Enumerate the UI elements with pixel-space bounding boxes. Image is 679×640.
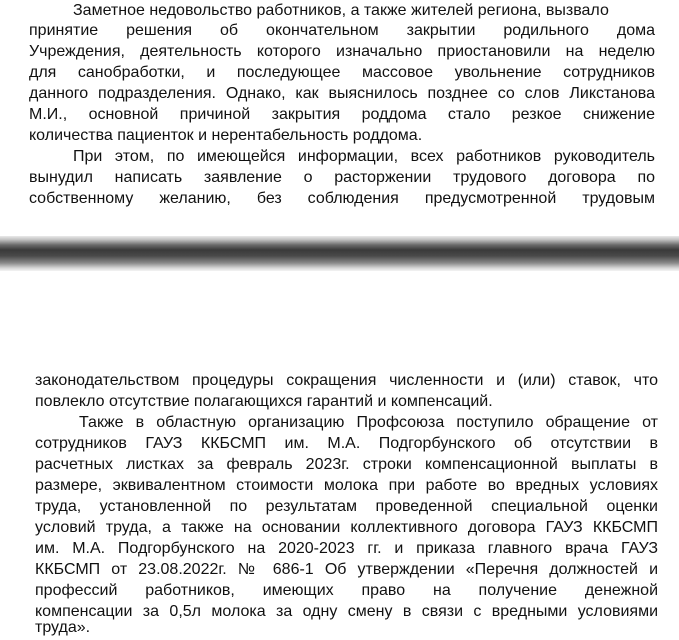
text-line (0, 517, 679, 539)
text-line-content: Учреждения, деятельность которого изначально приостановили на неделю (29, 43, 655, 60)
text-line (0, 559, 679, 581)
text-line (0, 496, 679, 518)
paragraph-first-line: При этом, по имеющейся информации, всех работников руководитель (73, 148, 655, 165)
text-line-content: данного подразделения. Однако, как выяснилось позднее со слов Ликстанова (29, 85, 655, 102)
text-line (0, 188, 679, 210)
text-line-content: им. М.А. Подгорбунского на 2020-2023 гг. и приказа главного врача ГАУЗ (35, 540, 658, 557)
text-line-content: ККБСМП от 23.08.2022г. № 686-1 Об утверждении «Перечня должностей и (35, 561, 658, 578)
text-line (0, 391, 679, 413)
text-line (0, 125, 679, 147)
text-line (0, 412, 679, 434)
text-line (0, 370, 679, 392)
text-line (0, 0, 679, 22)
text-line-content: условий труда, а также на основании коллективного договора ГАУЗ ККБСМП (35, 519, 658, 536)
text-line (0, 433, 679, 455)
paragraph-first-line: Также в областную организацию Профсоюза поступило обращение от (79, 414, 658, 431)
paragraph-first-line: Заметное недовольство работников, а также жителей региона, вызвало (73, 2, 609, 19)
text-line (0, 167, 679, 189)
paragraph-last-line: повлекло отсутствие полагающихся гарантий и компенсаций. (35, 393, 493, 410)
paragraph-continuation-line: законодательством процедуры сокращения численности и (или) ставок, что (35, 372, 658, 389)
text-line-content: профессий работников, имеющих право на получение денежной (35, 582, 658, 599)
paragraph-last-line: количества пациенток и нерентабельность роддома. (29, 127, 423, 144)
page-fragment-top (0, 0, 679, 236)
text-line (0, 580, 679, 602)
text-line (0, 617, 679, 639)
text-line (0, 104, 679, 126)
paragraph-last-line: труда». (35, 619, 91, 636)
text-line-content: для санобработки, и последующее массовое увольнение сотрудников (29, 64, 655, 81)
text-line (0, 20, 679, 42)
text-line (0, 475, 679, 497)
text-line (0, 83, 679, 105)
text-line-content: вынудил написать заявление о расторжении трудового договора по (29, 169, 655, 186)
text-line-content: принятие решения об окончательном закрытии родильного дома (29, 22, 655, 39)
text-line-content: сотрудников ГАУЗ ККБСМП им. М.А. Подгорбунского об отсутствии в (35, 435, 658, 452)
text-line-content: собственному желанию, без соблюдения предусмотренной трудовым (29, 190, 655, 207)
page-break-shadow (0, 236, 679, 271)
text-line-content: труда, установленной по результатам проведенной специальной оценки (35, 498, 658, 515)
text-line (0, 146, 679, 168)
page-fragment-bottom (0, 271, 679, 640)
text-line-content: размере, эквивалентном стоимости молока при работе во вредных условиях (35, 477, 658, 494)
text-line (0, 41, 679, 63)
text-line (0, 538, 679, 560)
text-line-content: расчетных листках за февраль 2023г. строки компенсационной выплаты в (35, 456, 658, 473)
text-line (0, 454, 679, 476)
text-line-content: компенсации за 0,5л молока за одну смену в связи с вредными условиями (35, 603, 658, 620)
text-line (0, 62, 679, 84)
text-line-content: М.И., основной причиной закрытия роддома стало резкое снижение (29, 106, 655, 123)
